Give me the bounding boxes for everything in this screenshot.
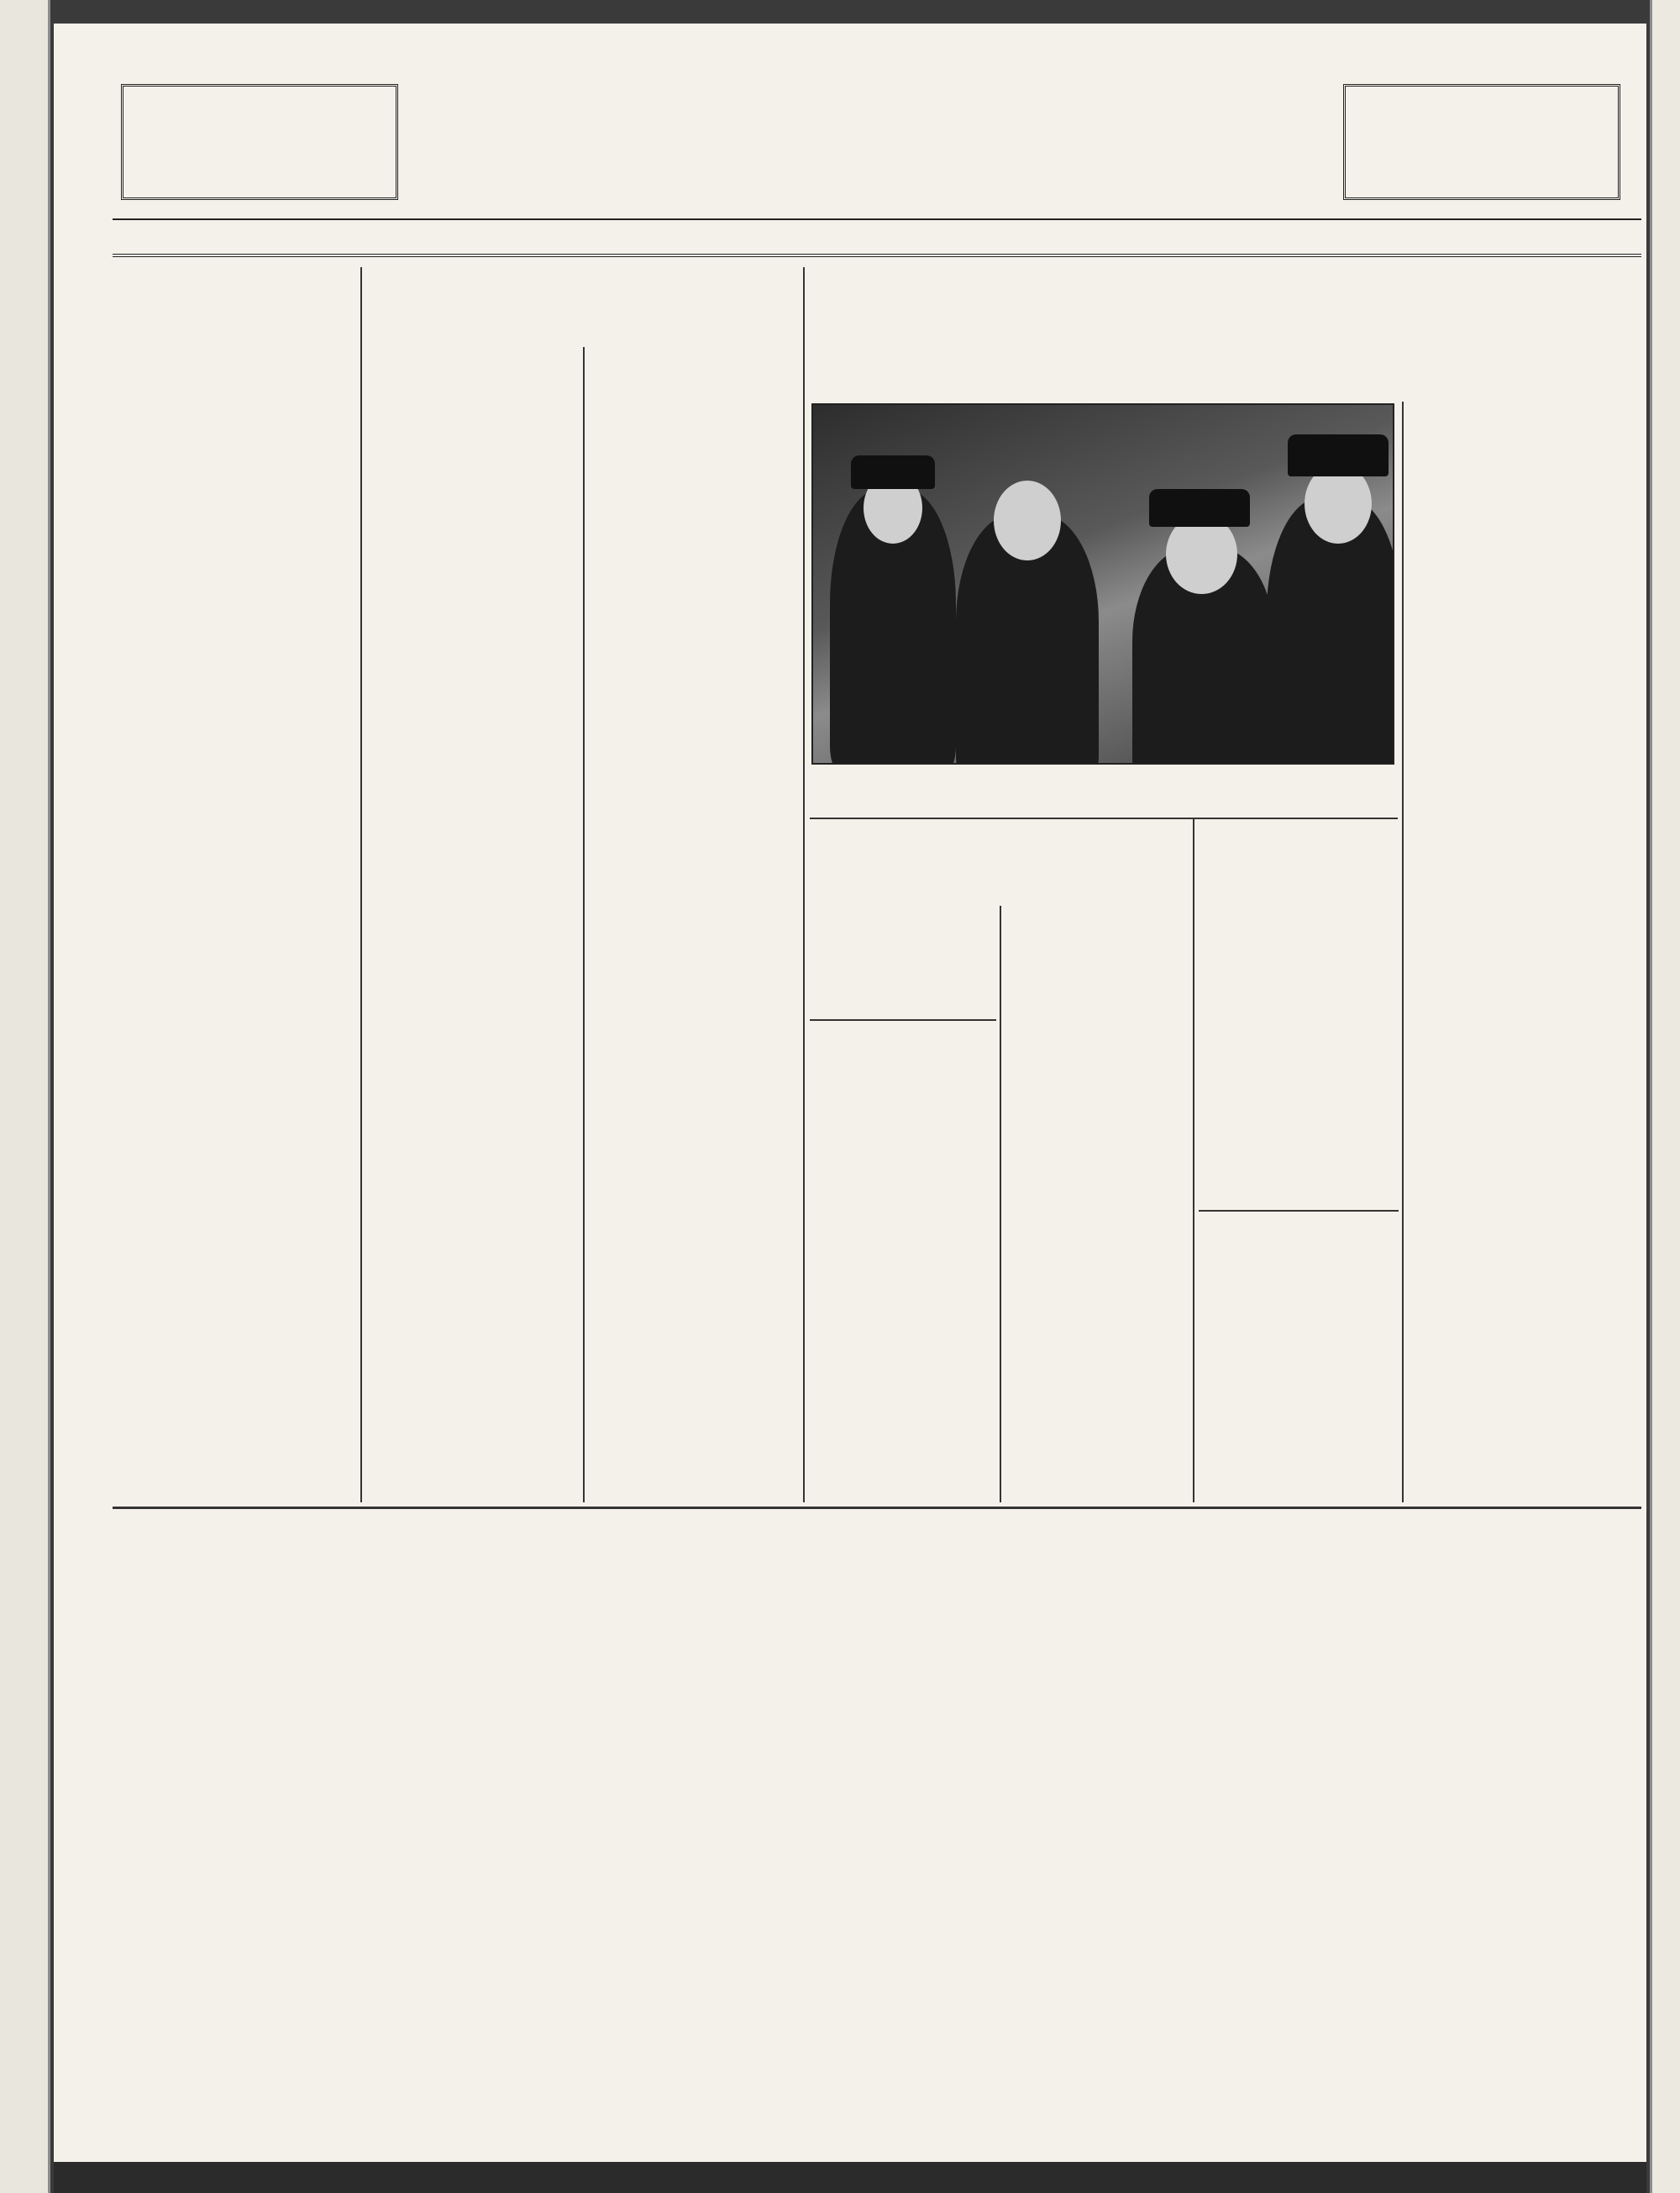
column-rule	[803, 267, 805, 1502]
ear-vote-today	[1343, 84, 1620, 200]
editors-commend-article	[1199, 1215, 1399, 1502]
afrotc-article	[1199, 823, 1399, 1210]
drama-col-2	[1005, 906, 1188, 1502]
column-rule	[583, 347, 585, 1502]
letter-headline-box	[113, 1512, 1641, 1559]
photo-caption-box	[811, 770, 1394, 820]
scan-shadow	[54, 2162, 1646, 2193]
assembly-headline-box	[810, 263, 1583, 397]
column-rule	[1000, 906, 1001, 1502]
legislators-article	[1409, 402, 1585, 1502]
music-frat-headline-box	[369, 267, 797, 343]
music-frat-col-2	[588, 347, 798, 1502]
newspaper-page	[54, 24, 1646, 2162]
drama-headline-box	[810, 823, 1188, 903]
drama-col-1	[810, 906, 996, 1015]
column-rule	[360, 267, 362, 1502]
music-frat-col-1	[369, 347, 579, 1502]
candidate-list-article	[118, 267, 353, 1040]
may-queen-article	[810, 1025, 996, 1502]
section-rule	[810, 818, 1398, 819]
adjacent-page-strip	[0, 0, 50, 2193]
section-rule	[1199, 1210, 1399, 1212]
adjacent-page-edge	[1650, 0, 1680, 2193]
ear-dangerous-possession	[121, 84, 398, 200]
legislators-photo	[811, 403, 1394, 765]
banner-rule	[113, 1507, 1641, 1509]
dateline-bar	[113, 218, 1641, 257]
column-rule	[1193, 818, 1194, 1502]
rotc-ball-article	[118, 1049, 353, 1502]
column-rule	[1402, 402, 1404, 1502]
section-rule	[810, 1019, 996, 1021]
